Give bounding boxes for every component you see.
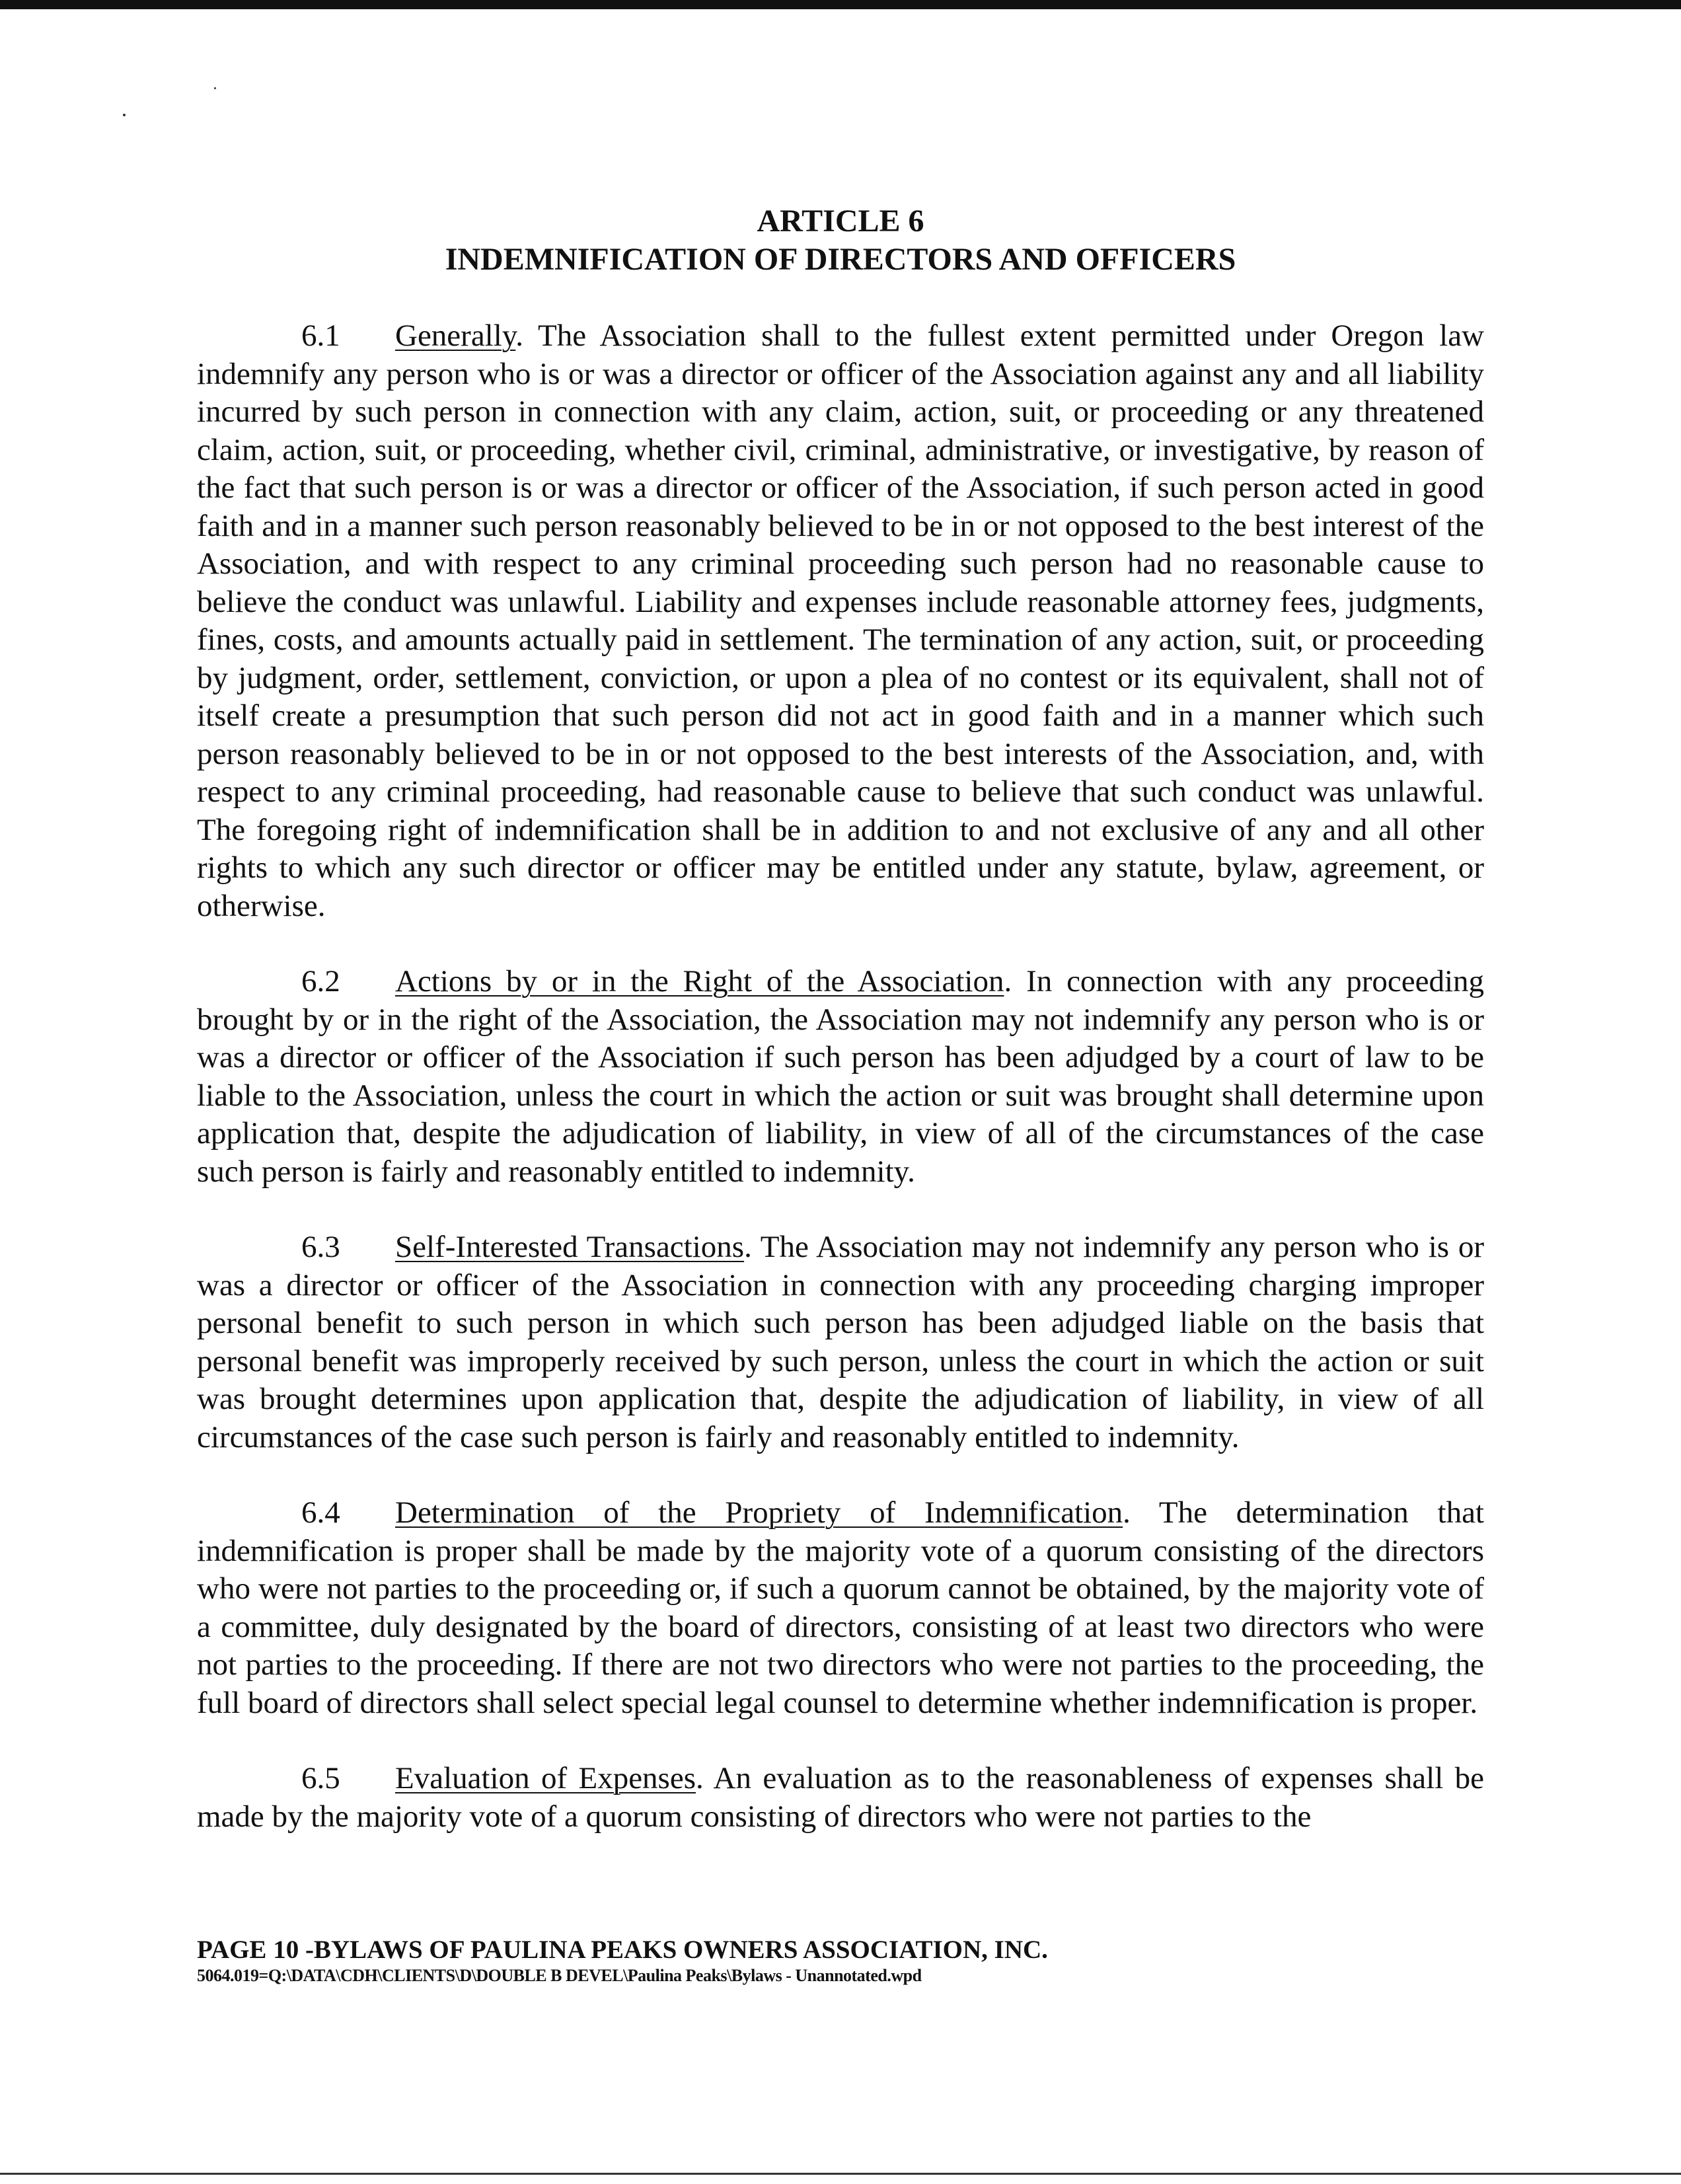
section-title: Evaluation of Expenses <box>395 1761 696 1795</box>
section-6-1: 6.1 Generally. The Association shall to the fullest extent permitted under Oregon law indemnify any person who is or was a director or officer of the Association against any and all liability incurred by such person in connection with any claim, action, suit, or proceeding or any threatened claim, action, suit, or proceeding, whether civil, criminal, administrative, or investigative, by reason of the fact that such person is or was a director or officer of the Association, if such person acted in good faith and in a manner such person reasonably believed to be in or not opposed to the best interest of the Association, and with respect to any criminal proceeding such person had no reasonable cause to believe the conduct was unlawful. Liability and expenses include reasonable attorney fees, judgments, fines, costs, and amounts actually paid in settlement. The termination of any action, suit, or proceeding by judgment, order, settlement, conviction, or upon a plea of no contest or its equivalent, shall not of itself create a presumption that such person did not act in good faith and in a manner which such person reasonably believed to be in or not opposed to the best interests of the Association, and, with respect to any criminal proceeding, had reasonable cause to believe that such conduct was unlawful. The foregoing right of indemnification shall be in addition to and not exclusive of any and all other rights to which any such director or officer may be entitled under any statute, bylaw, agreement, or otherwise. <box>197 319 1484 923</box>
section-title: Generally <box>395 319 516 353</box>
section-text: The Association may not indemnify any person who is or was a director or officer of the Association in connection with any proceeding charging improper personal benefit to such person in which such person has been adjudged liable on the basis that personal benefit was improperly received by such person, unless the court in which the action or suit was brought determines upon application that, despite the adjudication of liability, in view of all circumstances of the case such person is fairly and reasonably entitled to indemnity. <box>197 1230 1484 1454</box>
section-text: The determination that indemnification is proper shall be made by the majority vote of a quorum consisting of the directors who were not parties to the proceeding or, if such a quorum cannot be obtained, by the majority vote of a committee, duly designated by the board of directors, consisting of at least two directors who were not parties to the proceeding. If there are not two directors who were not parties to the proceeding, the full board of directors shall select special legal counsel to determine whether indemnification is proper. <box>197 1495 1484 1720</box>
article-body <box>197 317 1484 1873</box>
section-number: 6.5 <box>301 1761 340 1795</box>
footer-file-path: 5064.019=Q:\DATA\CDH\CLIENTS\D\DOUBLE B DEVEL\Paulina Peaks\Bylaws - Unannotated.wpd <box>197 1966 922 1985</box>
scan-speck <box>123 114 126 116</box>
section-6-4: 6.4 Determination of the Propriety of Indemnification. The determination that indemnification is proper shall be made by the majority vote of a quorum consisting of the directors who were not parties to the proceeding or, if such a quorum cannot be obtained, by the majority vote of a committee, duly designated by the board of directors, consisting of at least two directors who were not parties to the proceeding. If there are not two directors who were not parties to the proceeding, the full board of directors shall select special legal counsel to determine whether indemnification is proper. <box>197 1495 1484 1720</box>
section-number: 6.3 <box>301 1230 340 1264</box>
section-number: 6.4 <box>301 1495 340 1530</box>
section-6-5: 6.5 Evaluation of Expenses. An evaluation as to the reasonableness of expenses shall be made by the majority vote of a quorum consisting of directors who were not parties to the <box>197 1761 1484 1834</box>
scan-bottom-rule <box>0 2173 1681 2175</box>
section-6-3: 6.3 Self-Interested Transactions. The Association may not indemnify any person who is or was a director or officer of the Association in connection with any proceeding charging improper personal benefit to such person in which such person has been adjudged liable on the basis that personal benefit was improperly received by such person, unless the court in which the action or suit was brought determines upon application that, despite the adjudication of liability, in view of all circumstances of the case such person is fairly and reasonably entitled to indemnity. <box>197 1230 1484 1454</box>
section-number: 6.1 <box>301 319 340 353</box>
section-text: The Association shall to the fullest extent permitted under Oregon law indemnify any person who is or was a director or officer of the Association against any and all liability incurred by such person in connection with any claim, action, suit, or proceeding or any threatened claim, action, suit, or proceeding, whether civil, criminal, administrative, or investigative, by reason of the fact that such person is or was a director or officer of the Association, if such person acted in good faith and in a manner such person reasonably believed to be in or not opposed to the best interest of the Association, and with respect to any criminal proceeding such person had no reasonable cause to believe the conduct was unlawful. Liability and expenses include reasonable attorney fees, judgments, fines, costs, and amounts actually paid in settlement. The termination of any action, suit, or proceeding by judgment, order, settlement, conviction, or upon a plea of no contest or its equivalent, shall not of itself create a presumption that such person did not act in good faith and in a manner which such person reasonably believed to be in or not opposed to the best interests of the Association, and, with respect to any criminal proceeding, had reasonable cause to believe that such conduct was unlawful. The foregoing right of indemnification shall be in addition to and not exclusive of any and all other rights to which any such director or officer may be entitled under any statute, bylaw, agreement, or otherwise. <box>197 319 1484 923</box>
section-title: Determination of the Propriety of Indemnification <box>395 1495 1123 1530</box>
article-title: INDEMNIFICATION OF DIRECTORS AND OFFICERS <box>445 242 1236 277</box>
section-6-2: 6.2 Actions by or in the Right of the Association. In connection with any proceeding brought by or in the right of the Association, the Association may not indemnify any person who is or was a director or officer of the Association if such person has been adjudged by a court of law to be liable to the Association, unless the court in which the action or suit was brought shall determine upon application that, despite the adjudication of liability, in view of all of the circumstances of the case such person is fairly and reasonably entitled to indemnity. <box>197 964 1485 1189</box>
scan-speck <box>214 87 216 89</box>
section-title: Actions by or in the Right of the Association <box>395 964 1004 998</box>
article-number: ARTICLE 6 <box>757 204 924 239</box>
section-text: In connection with any proceeding brought by or in the right of the Association, the Association may not indemnify any person who is or was a director or officer of the Association if such person has been adjudged by a court of law to be liable to the Association, unless the court in which the action or suit was brought shall determine upon application that, despite the adjudication of liability, in view of all of the circumstances of the case such person is fairly and reasonably entitled to indemnity. <box>197 964 1485 1189</box>
footer-page-title: PAGE 10 -BYLAWS OF PAULINA PEAKS OWNERS ASSOCIATION, INC. <box>197 1936 1048 1964</box>
section-title: Self-Interested Transactions <box>395 1230 745 1264</box>
section-number: 6.2 <box>301 964 340 998</box>
section-text: An evaluation as to the reasonableness of expenses shall be made by the majority vote of a quorum consisting of directors who were not parties to the <box>197 1761 1484 1834</box>
scan-top-border <box>0 0 1681 9</box>
article-heading <box>0 202 1681 279</box>
